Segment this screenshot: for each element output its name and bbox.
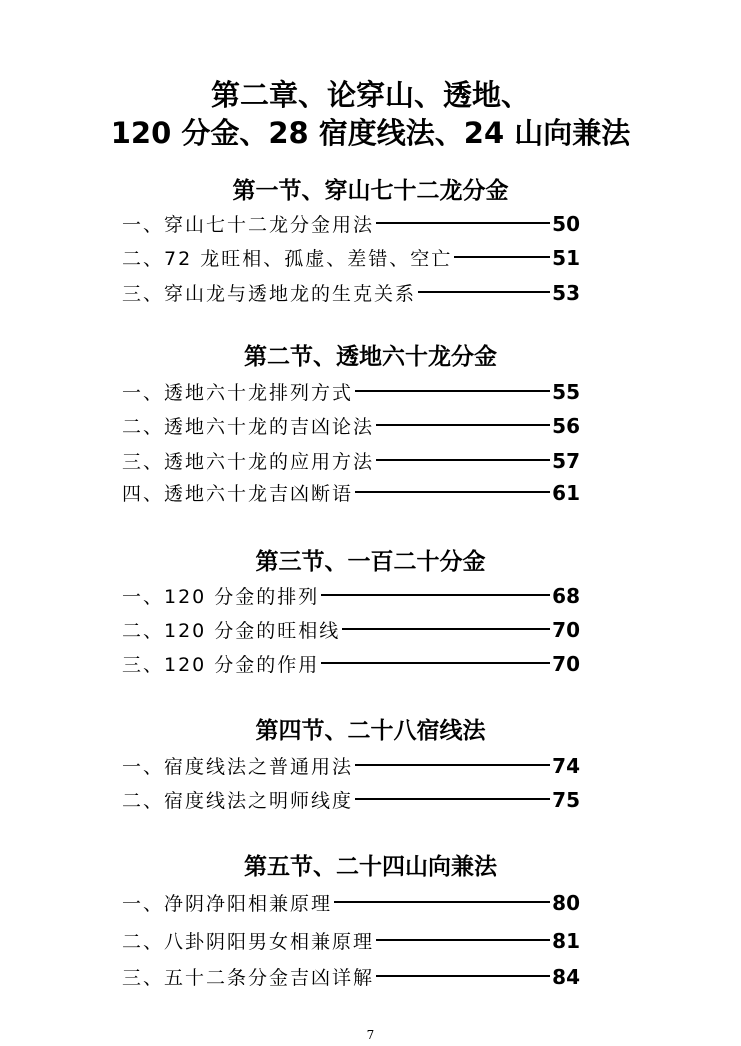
dot-leader <box>334 901 550 903</box>
toc-entry-label: 三、120 分金的作用 <box>122 654 320 676</box>
toc-entry-label: 二、72 龙旺相、孤虚、差错、空亡 <box>122 248 453 270</box>
dot-leader <box>418 291 550 293</box>
toc-entry[interactable] <box>122 928 580 955</box>
toc-entry[interactable] <box>122 448 580 475</box>
toc-entry-label: 三、透地六十龙的应用方法 <box>122 451 375 473</box>
toc-entry[interactable] <box>122 379 580 406</box>
dot-leader <box>355 390 550 392</box>
dot-leader <box>376 459 550 461</box>
section-title: 第三节、一百二十分金 <box>255 549 486 575</box>
toc-entry-page: 55 <box>552 380 580 404</box>
toc-entry[interactable] <box>122 413 580 440</box>
toc-entry-page: 81 <box>552 929 580 953</box>
toc-entry[interactable] <box>122 787 580 814</box>
toc-entry-page: 57 <box>552 449 580 473</box>
dot-leader <box>376 939 550 941</box>
chapter-title-line-1: 第二章、论穿山、透地、 <box>210 78 530 112</box>
toc-entry-label: 二、120 分金的旺相线 <box>122 620 341 642</box>
toc-entry-label: 一、穿山七十二龙分金用法 <box>122 214 375 236</box>
toc-entry[interactable] <box>122 480 580 507</box>
toc-entry[interactable] <box>122 964 580 991</box>
dot-leader <box>321 662 550 664</box>
toc-entry-page: 50 <box>552 212 580 236</box>
toc-entry-label: 二、八卦阴阳男女相兼原理 <box>122 931 375 953</box>
toc-entry[interactable] <box>122 583 580 610</box>
toc-entry[interactable] <box>122 753 580 780</box>
toc-entry-label: 一、120 分金的排列 <box>122 586 320 608</box>
section-title: 第一节、穿山七十二龙分金 <box>232 178 509 204</box>
toc-entry-page: 84 <box>552 965 580 989</box>
toc-entry[interactable] <box>122 245 580 272</box>
toc-entry-page: 70 <box>552 618 580 642</box>
dot-leader <box>355 764 550 766</box>
dot-leader <box>355 491 550 493</box>
toc-entry[interactable] <box>122 651 580 678</box>
chapter-title-line-2: 120 分金、28 宿度线法、24 山向兼法 <box>110 116 631 150</box>
toc-entry-page: 80 <box>552 891 580 915</box>
chapter-title <box>0 76 741 152</box>
dot-leader <box>321 594 550 596</box>
toc-entry-label: 四、透地六十龙吉凶断语 <box>122 483 354 505</box>
toc-entry-page: 53 <box>552 281 580 305</box>
dot-leader <box>376 975 550 977</box>
toc-entry-label: 三、穿山龙与透地龙的生克关系 <box>122 283 417 305</box>
toc-entry-page: 70 <box>552 652 580 676</box>
dot-leader <box>376 424 550 426</box>
toc-entry[interactable] <box>122 211 580 238</box>
dot-leader <box>342 628 550 630</box>
toc-entry[interactable] <box>122 617 580 644</box>
toc-entry-label: 三、五十二条分金吉凶详解 <box>122 967 375 989</box>
toc-entry-label: 二、透地六十龙的吉凶论法 <box>122 416 375 438</box>
dot-leader <box>454 256 550 258</box>
section-title: 第五节、二十四山向兼法 <box>244 854 497 880</box>
toc-entry-page: 61 <box>552 481 580 505</box>
toc-entry-page: 56 <box>552 414 580 438</box>
toc-entry-label: 一、宿度线法之普通用法 <box>122 756 354 778</box>
toc-entry-label: 一、透地六十龙排列方式 <box>122 382 354 404</box>
dot-leader <box>355 798 550 800</box>
toc-entry[interactable] <box>122 890 580 917</box>
toc-entry-label: 一、净阴净阳相兼原理 <box>122 893 333 915</box>
toc-entry-page: 75 <box>552 788 580 812</box>
toc-entry-page: 74 <box>552 754 580 778</box>
section-title: 第二节、透地六十龙分金 <box>244 344 497 370</box>
toc-entry-page: 68 <box>552 584 580 608</box>
dot-leader <box>376 222 550 224</box>
section-title: 第四节、二十八宿线法 <box>255 718 486 744</box>
toc-entry[interactable] <box>122 280 580 307</box>
page-number: 7 <box>366 1028 375 1042</box>
toc-entry-label: 二、宿度线法之明师线度 <box>122 790 354 812</box>
toc-entry-page: 51 <box>552 246 580 270</box>
